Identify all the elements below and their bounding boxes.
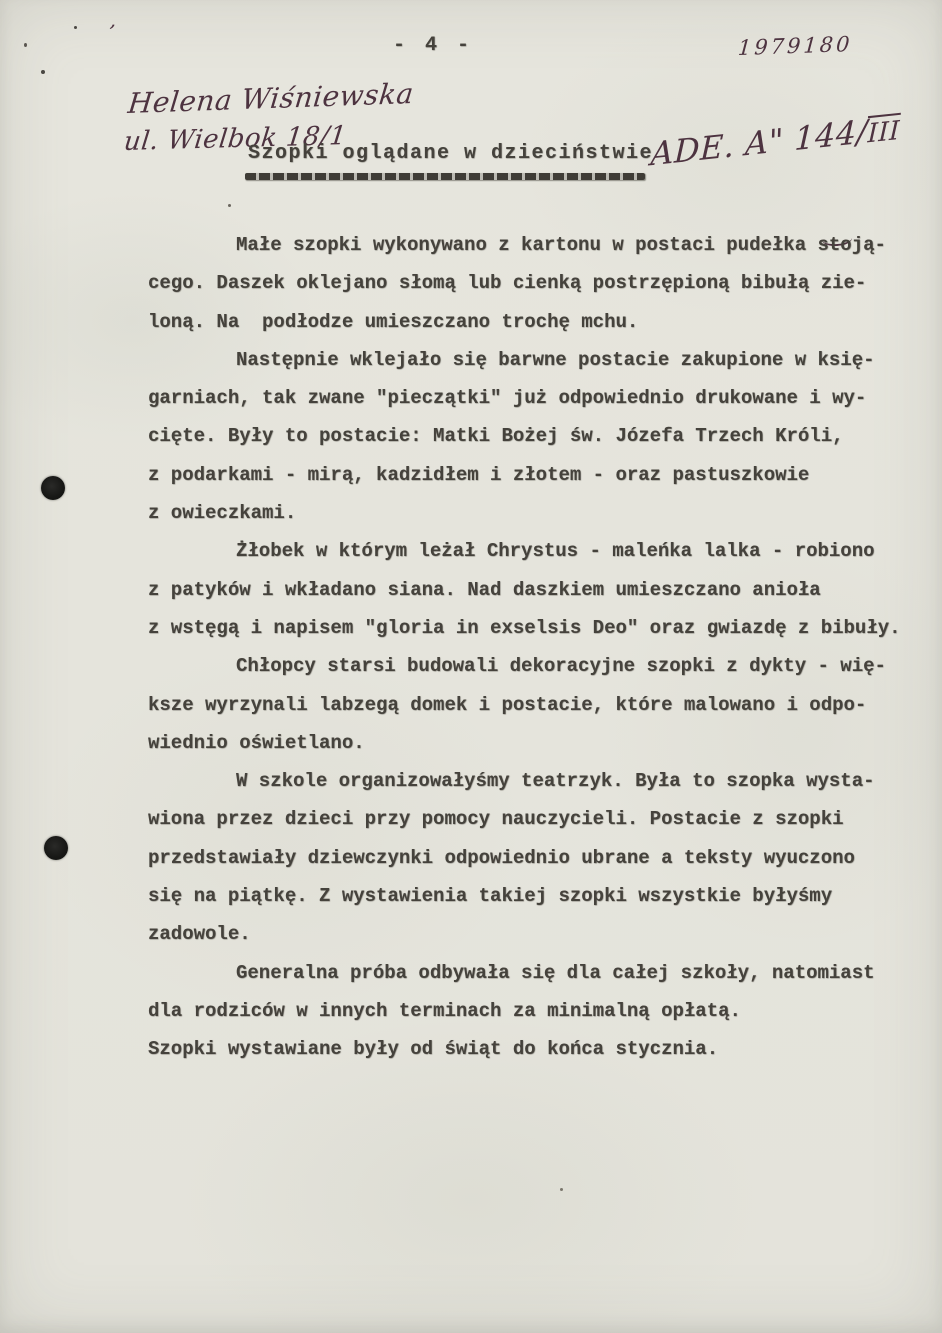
body-line: Szopki wystawiane były od świąt do końca stycznia. — [148, 1038, 719, 1061]
archive-reference-prefix: ADE. A" 144/ — [650, 112, 869, 174]
body-line: zadowole. — [148, 923, 251, 946]
handwritten-archive-reference — [650, 109, 901, 174]
body-line: z patyków i wkładano siana. Nad daszkiem umieszczano anioła — [148, 578, 821, 601]
paper-speck — [560, 1188, 563, 1191]
body-line: z wstęgą i napisem "gloria in exselsis Deo" oraz gwiazdę z bibuły. — [148, 616, 901, 639]
body-line: Chłopcy starsi budowali dekoracyjne szopki z dykty - wię- — [236, 655, 886, 678]
archive-reference-suffix: III — [867, 113, 900, 150]
punch-hole-mark-top — [41, 476, 65, 500]
paper-speck — [74, 26, 77, 29]
body-line: wiona przez dzieci przy pomocy nauczycieli. Postacie z szopki — [148, 808, 844, 831]
punch-hole-mark-bottom — [44, 836, 68, 860]
body-line: cego. Daszek oklejano słomą lub cienką postrzępioną bibułą zie- — [148, 272, 867, 295]
body-line: Następnie wklejało się barwne postacie zakupione w księ- — [236, 348, 875, 371]
body-line: garniach, tak zwane "pieczątki" już odpowiednio drukowane i wy- — [148, 387, 867, 410]
body-line: W szkole organizowałyśmy teatrzyk. Była to szopka wysta- — [236, 770, 875, 793]
paper-speck — [24, 43, 27, 47]
body-line: loną. Na podłodze umieszczano trochę mchu. — [148, 310, 639, 333]
typewritten-body — [148, 226, 901, 1069]
body-line: się na piątkę. Z wystawienia takiej szopki wszystkie byłyśmy — [148, 885, 833, 908]
handwritten-author-address: ul. Wielbok 18/1 — [122, 121, 349, 157]
handwritten-author-name: Helena Wiśniewska — [126, 76, 416, 121]
body-line: z owieczkami. — [148, 502, 297, 525]
page-number: - 4 - — [392, 34, 473, 57]
body-line: dla rodziców w innych terminach za minimalną opłatą. — [148, 999, 741, 1022]
body-line: ksze wyrzynali labzegą domek i postacie, które malowano i odpo- — [148, 693, 867, 716]
pen-tick-mark: ’ — [105, 19, 117, 45]
body-line: z podarkami - mirą, kadzidłem i złotem - oraz pastuszkowie — [148, 463, 810, 486]
body-line: cięte. Były to postacie: Matki Bożej św. Józefa Trzech Króli, — [148, 425, 844, 448]
body-line: przedstawiały dziewczynki odpowiednio ubrane a teksty wyuczono — [148, 846, 855, 869]
body-line: Generalna próba odbywała się dla całej szkoły, natomiast — [236, 961, 875, 984]
title-underline-rule — [245, 173, 645, 180]
body-line: wiednio oświetlano. — [148, 731, 365, 754]
body-line: Małe szopki wykonywano z kartonu w postaci pudełka stoją- — [236, 234, 886, 256]
paper-speck — [228, 204, 231, 207]
paper-speck — [41, 70, 45, 74]
body-line: Żłobek w którym leżał Chrystus - maleńka lalka - robiono — [236, 540, 875, 563]
document-title: Szopki oglądane w dzieciństwie — [248, 142, 654, 165]
handwritten-inventory-number: 1979180 — [737, 31, 854, 61]
